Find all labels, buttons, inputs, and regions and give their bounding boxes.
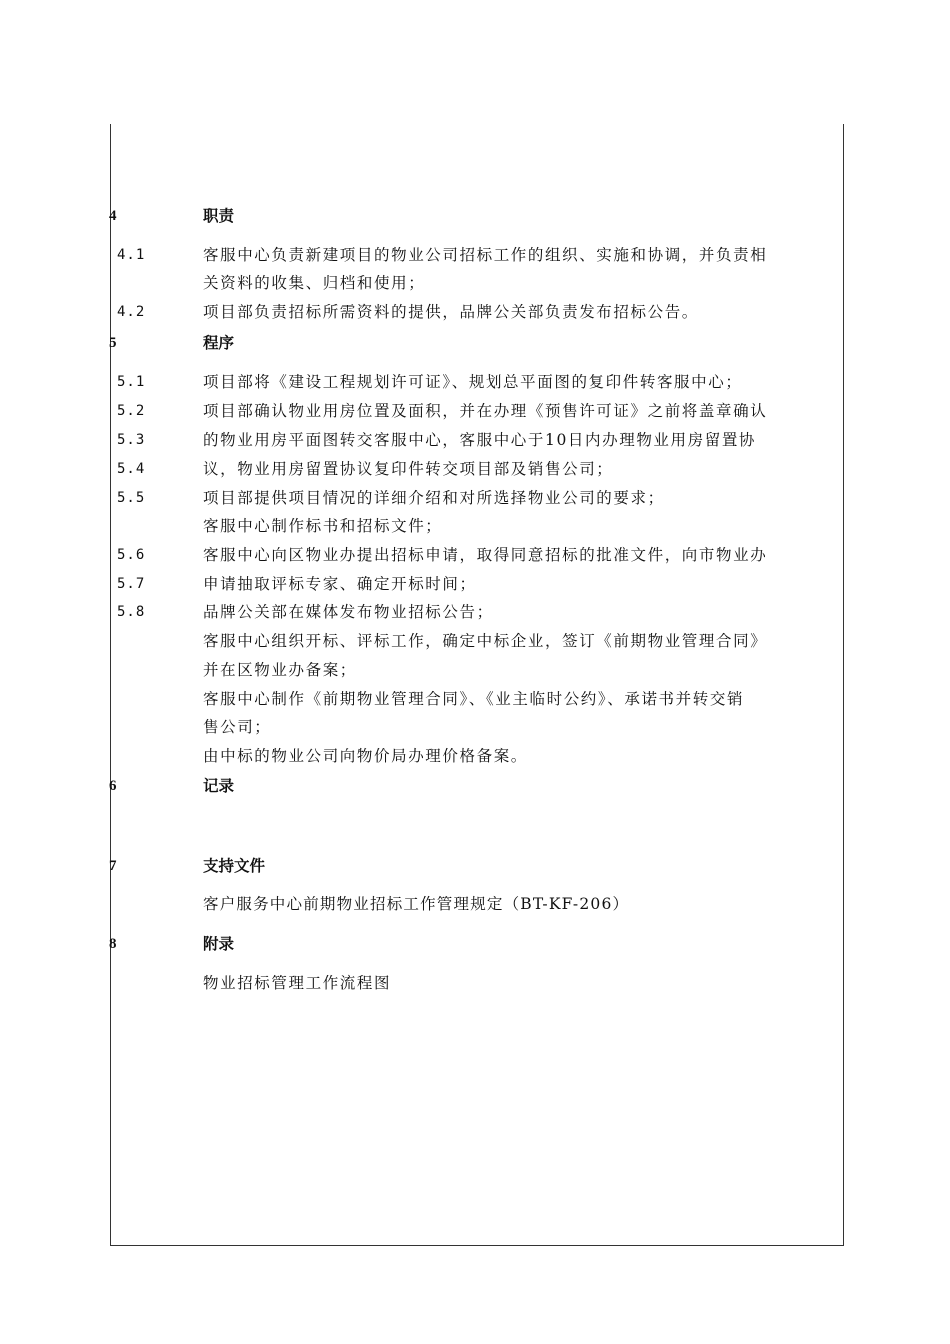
paragraph-line: 客服中心组织开标、评标工作，确定中标企业，签订《前期物业管理合同》 (203, 632, 768, 650)
paragraph-line: 售公司； (203, 718, 272, 736)
section-number: 6 (109, 778, 117, 794)
section-title: 职责 (203, 206, 235, 225)
subsection-number: 4.2 (117, 304, 146, 320)
paragraph-line: 项目部负责招标所需资料的提供，品牌公关部负责发布招标公告。 (203, 303, 699, 321)
paragraph-line: 的物业用房平面图转交客服中心，客服中心于10日内办理物业用房留置协 (203, 431, 757, 449)
paragraph-line: 并在区物业办备案； (203, 661, 357, 679)
paragraph-line: 项目部提供项目情况的详细介绍和对所选择物业公司的要求； (203, 489, 665, 507)
section-title: 程序 (203, 333, 235, 352)
paragraph-line: 客服中心负责新建项目的物业公司招标工作的组织、实施和协调，并负责相 (203, 246, 768, 264)
subsection-number: 5.1 (117, 374, 146, 390)
subsection-number: 5.8 (117, 604, 146, 620)
appendix-item: 物业招标管理工作流程图 (203, 974, 392, 992)
section-number: 4 (109, 208, 117, 224)
section-title: 记录 (203, 776, 235, 795)
section-title: 附录 (203, 934, 235, 953)
subsection-number: 5.4 (117, 461, 146, 477)
subsection-number: 5.6 (117, 547, 146, 563)
paragraph-line: 项目部确认物业用房位置及面积，并在办理《预售许可证》之前将盖章确认 (203, 402, 768, 420)
paragraph-line: 议，物业用房留置协议复印件转交项目部及销售公司； (203, 460, 614, 478)
subsection-number: 5.7 (117, 576, 146, 592)
paragraph-line: 关资料的收集、归档和使用； (203, 274, 426, 292)
subsection-number: 5.2 (117, 403, 146, 419)
section-title: 支持文件 (203, 856, 266, 875)
section-number: 5 (109, 335, 117, 351)
paragraph-line: 客服中心向区物业办提出招标申请，取得同意招标的批准文件，向市物业办 (203, 546, 768, 564)
subsection-number: 4.1 (117, 247, 146, 263)
paragraph-line: 项目部将《建设工程规划许可证》、规划总平面图的复印件转客服中心； (203, 373, 743, 391)
paragraph-line: 品牌公关部在媒体发布物业招标公告； (203, 603, 494, 621)
section-number: 7 (109, 858, 117, 874)
paragraph-line: 申请抽取评标专家、确定开标时间； (203, 575, 477, 593)
paragraph-line: 客服中心制作标书和招标文件； (203, 517, 443, 535)
supporting-document: 客户服务中心前期物业招标工作管理规定（BT-KF-206） (203, 895, 630, 913)
paragraph-line: 客服中心制作《前期物业管理合同》、《业主临时公约》、承诺书并转交销 (203, 690, 745, 708)
subsection-number: 5.5 (117, 490, 146, 506)
paragraph-line: 由中标的物业公司向物价局办理价格备案。 (203, 747, 528, 765)
section-number: 8 (109, 936, 117, 952)
subsection-number: 5.3 (117, 432, 146, 448)
